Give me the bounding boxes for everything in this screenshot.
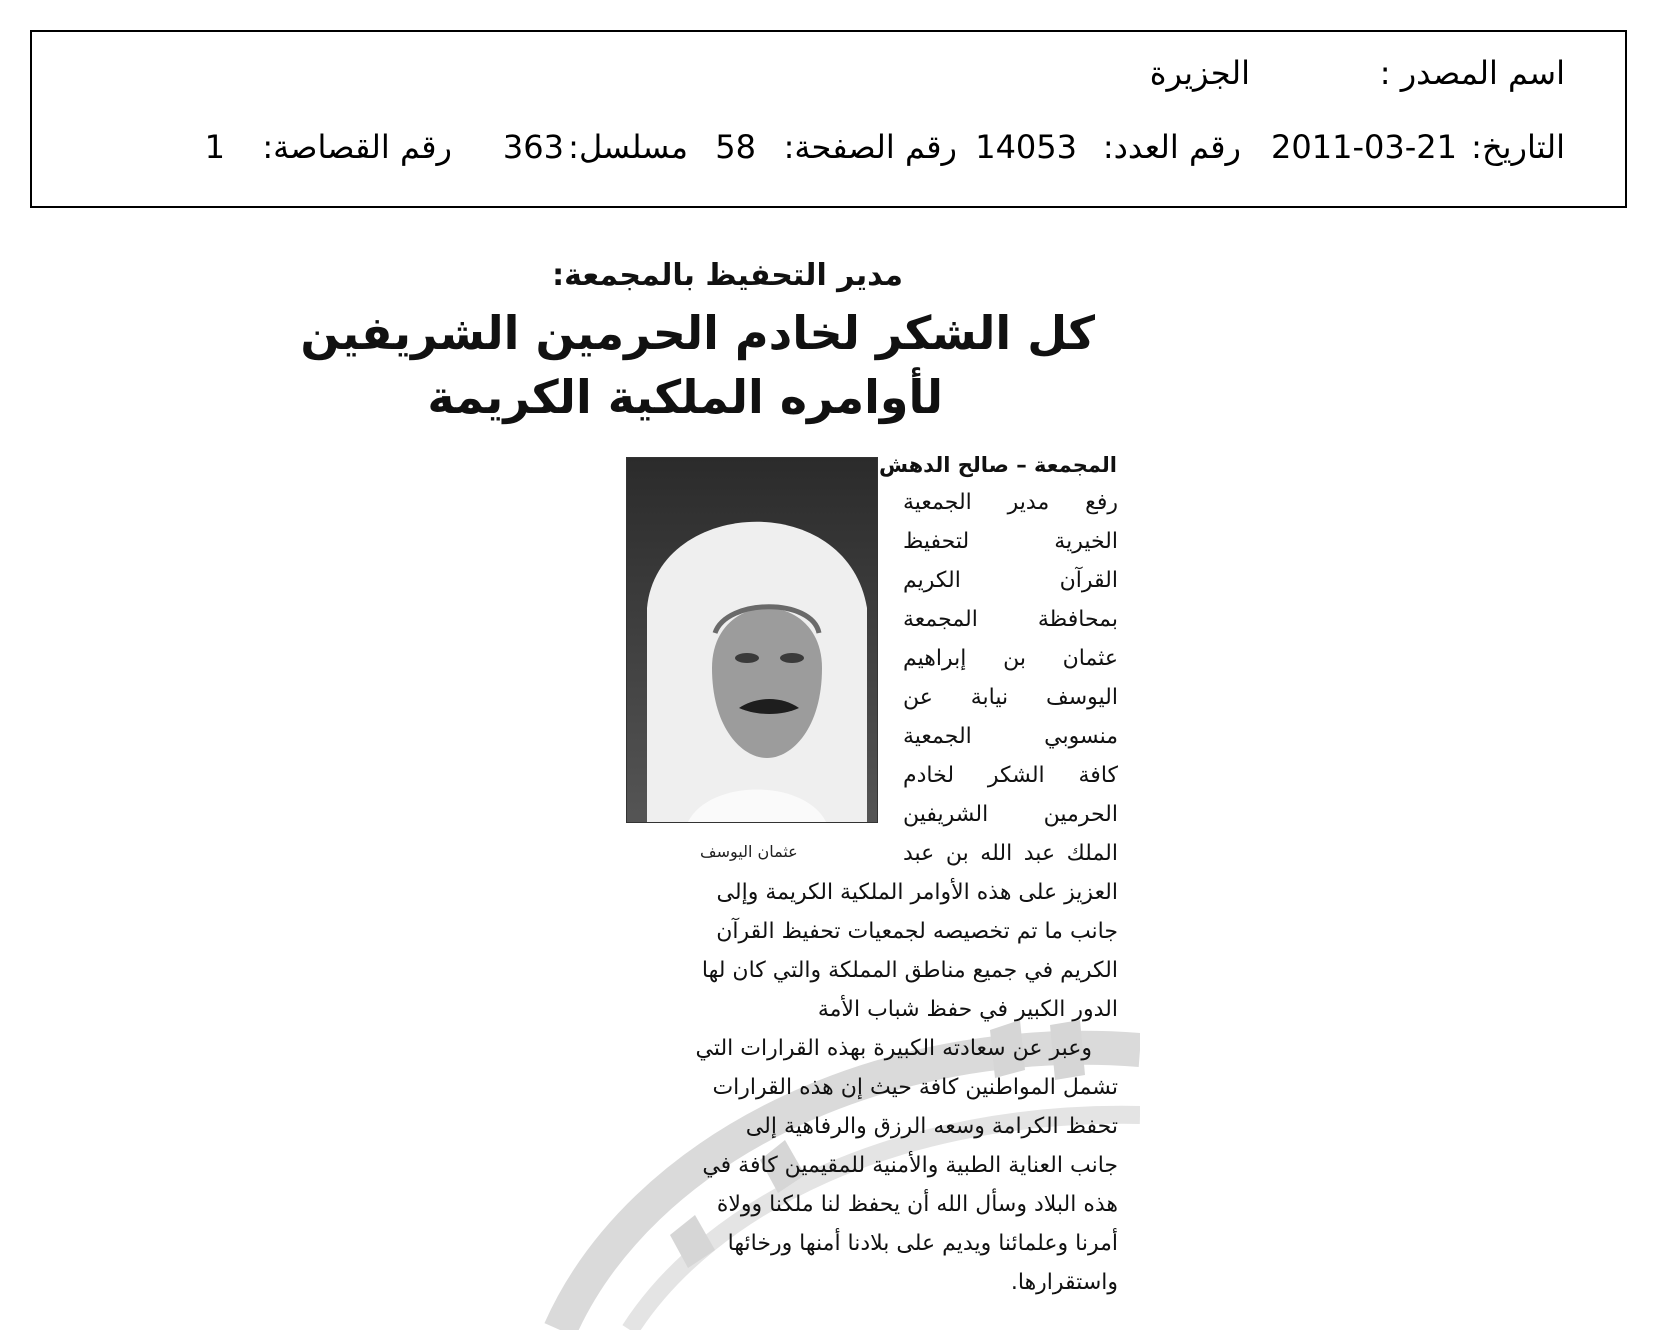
body-line: رفع مدير الجمعية — [903, 490, 1118, 515]
date-label: التاريخ: — [1471, 128, 1565, 166]
issue-label: رقم العدد: — [1102, 128, 1241, 166]
body-line: بمحافظة المجمعة — [903, 607, 1118, 632]
article-kicker: مدير التحفيظ بالمجمعة: — [552, 258, 903, 293]
serial-value: 363 — [502, 128, 564, 166]
source-name-label: اسم المصدر : — [1379, 54, 1565, 92]
portrait-photo-image — [627, 458, 878, 823]
body-line: الحرمين الشريفين — [903, 802, 1118, 827]
body-line: الكريم في جميع مناطق المملكة والتي كان لها — [701, 958, 1118, 983]
photo-caption: عثمان اليوسف — [700, 842, 798, 861]
issue-value: 14053 — [975, 128, 1077, 166]
portrait-photo — [626, 457, 878, 823]
body-line: اليوسف نيابة عن — [903, 685, 1118, 710]
body-line: واستقرارها. — [1010, 1270, 1118, 1295]
article-body-narrow — [903, 483, 1118, 873]
body-line: وعبر عن سعادته الكبيرة بهذه القرارات التي — [695, 1036, 1092, 1061]
body-line: أمرنا وعلمائنا ويديم على بلادنا أمنها ورخائها — [727, 1231, 1118, 1256]
body-line: الخيرية لتحفيظ — [903, 529, 1118, 554]
headline-line-1: كل الشكر لخادم الحرمين الشريفين — [300, 306, 1095, 360]
body-line: جانب العناية الطبية والأمنية للمقيمين كافة في — [702, 1153, 1118, 1178]
source-name-value: الجزيرة — [1149, 54, 1250, 92]
body-line: عثمان بن إبراهيم — [903, 646, 1118, 671]
body-line: هذه البلاد وسأل الله أن يحفظ لنا ملكنا وولاة — [716, 1192, 1118, 1217]
body-line: منسوبي الجمعية — [903, 724, 1118, 749]
date-value: 2011-03-21 — [1271, 128, 1457, 166]
body-line: كافة الشكر لخادم — [903, 763, 1118, 788]
clip-value: 1 — [204, 128, 225, 166]
headline-line-2: لأوامره الملكية الكريمة — [427, 370, 943, 424]
page-value: 58 — [715, 128, 756, 166]
source-info-box — [30, 30, 1627, 208]
article-body-wide — [623, 873, 1118, 1302]
body-line: العزيز على هذه الأوامر الملكية الكريمة وإلى — [716, 880, 1118, 905]
clip-label: رقم القصاصة: — [262, 128, 452, 166]
body-line: الملك عبد الله بن عبد — [903, 841, 1118, 866]
body-line: تحفظ الكرامة وسعه الرزق والرفاهية إلى — [745, 1114, 1118, 1139]
article-byline: المجمعة – صالح الدهش — [878, 453, 1117, 477]
serial-label: مسلسل: — [568, 128, 688, 166]
body-line: تشمل المواطنين كافة حيث إن هذه القرارات — [712, 1075, 1118, 1100]
body-line: جانب ما تم تخصيصه لجمعيات تحفيظ القرآن — [716, 919, 1118, 944]
body-line: القرآن الكريم — [903, 568, 1118, 593]
body-line: الدور الكبير في حفظ شباب الأمة — [817, 997, 1118, 1022]
page-label: رقم الصفحة: — [783, 128, 957, 166]
